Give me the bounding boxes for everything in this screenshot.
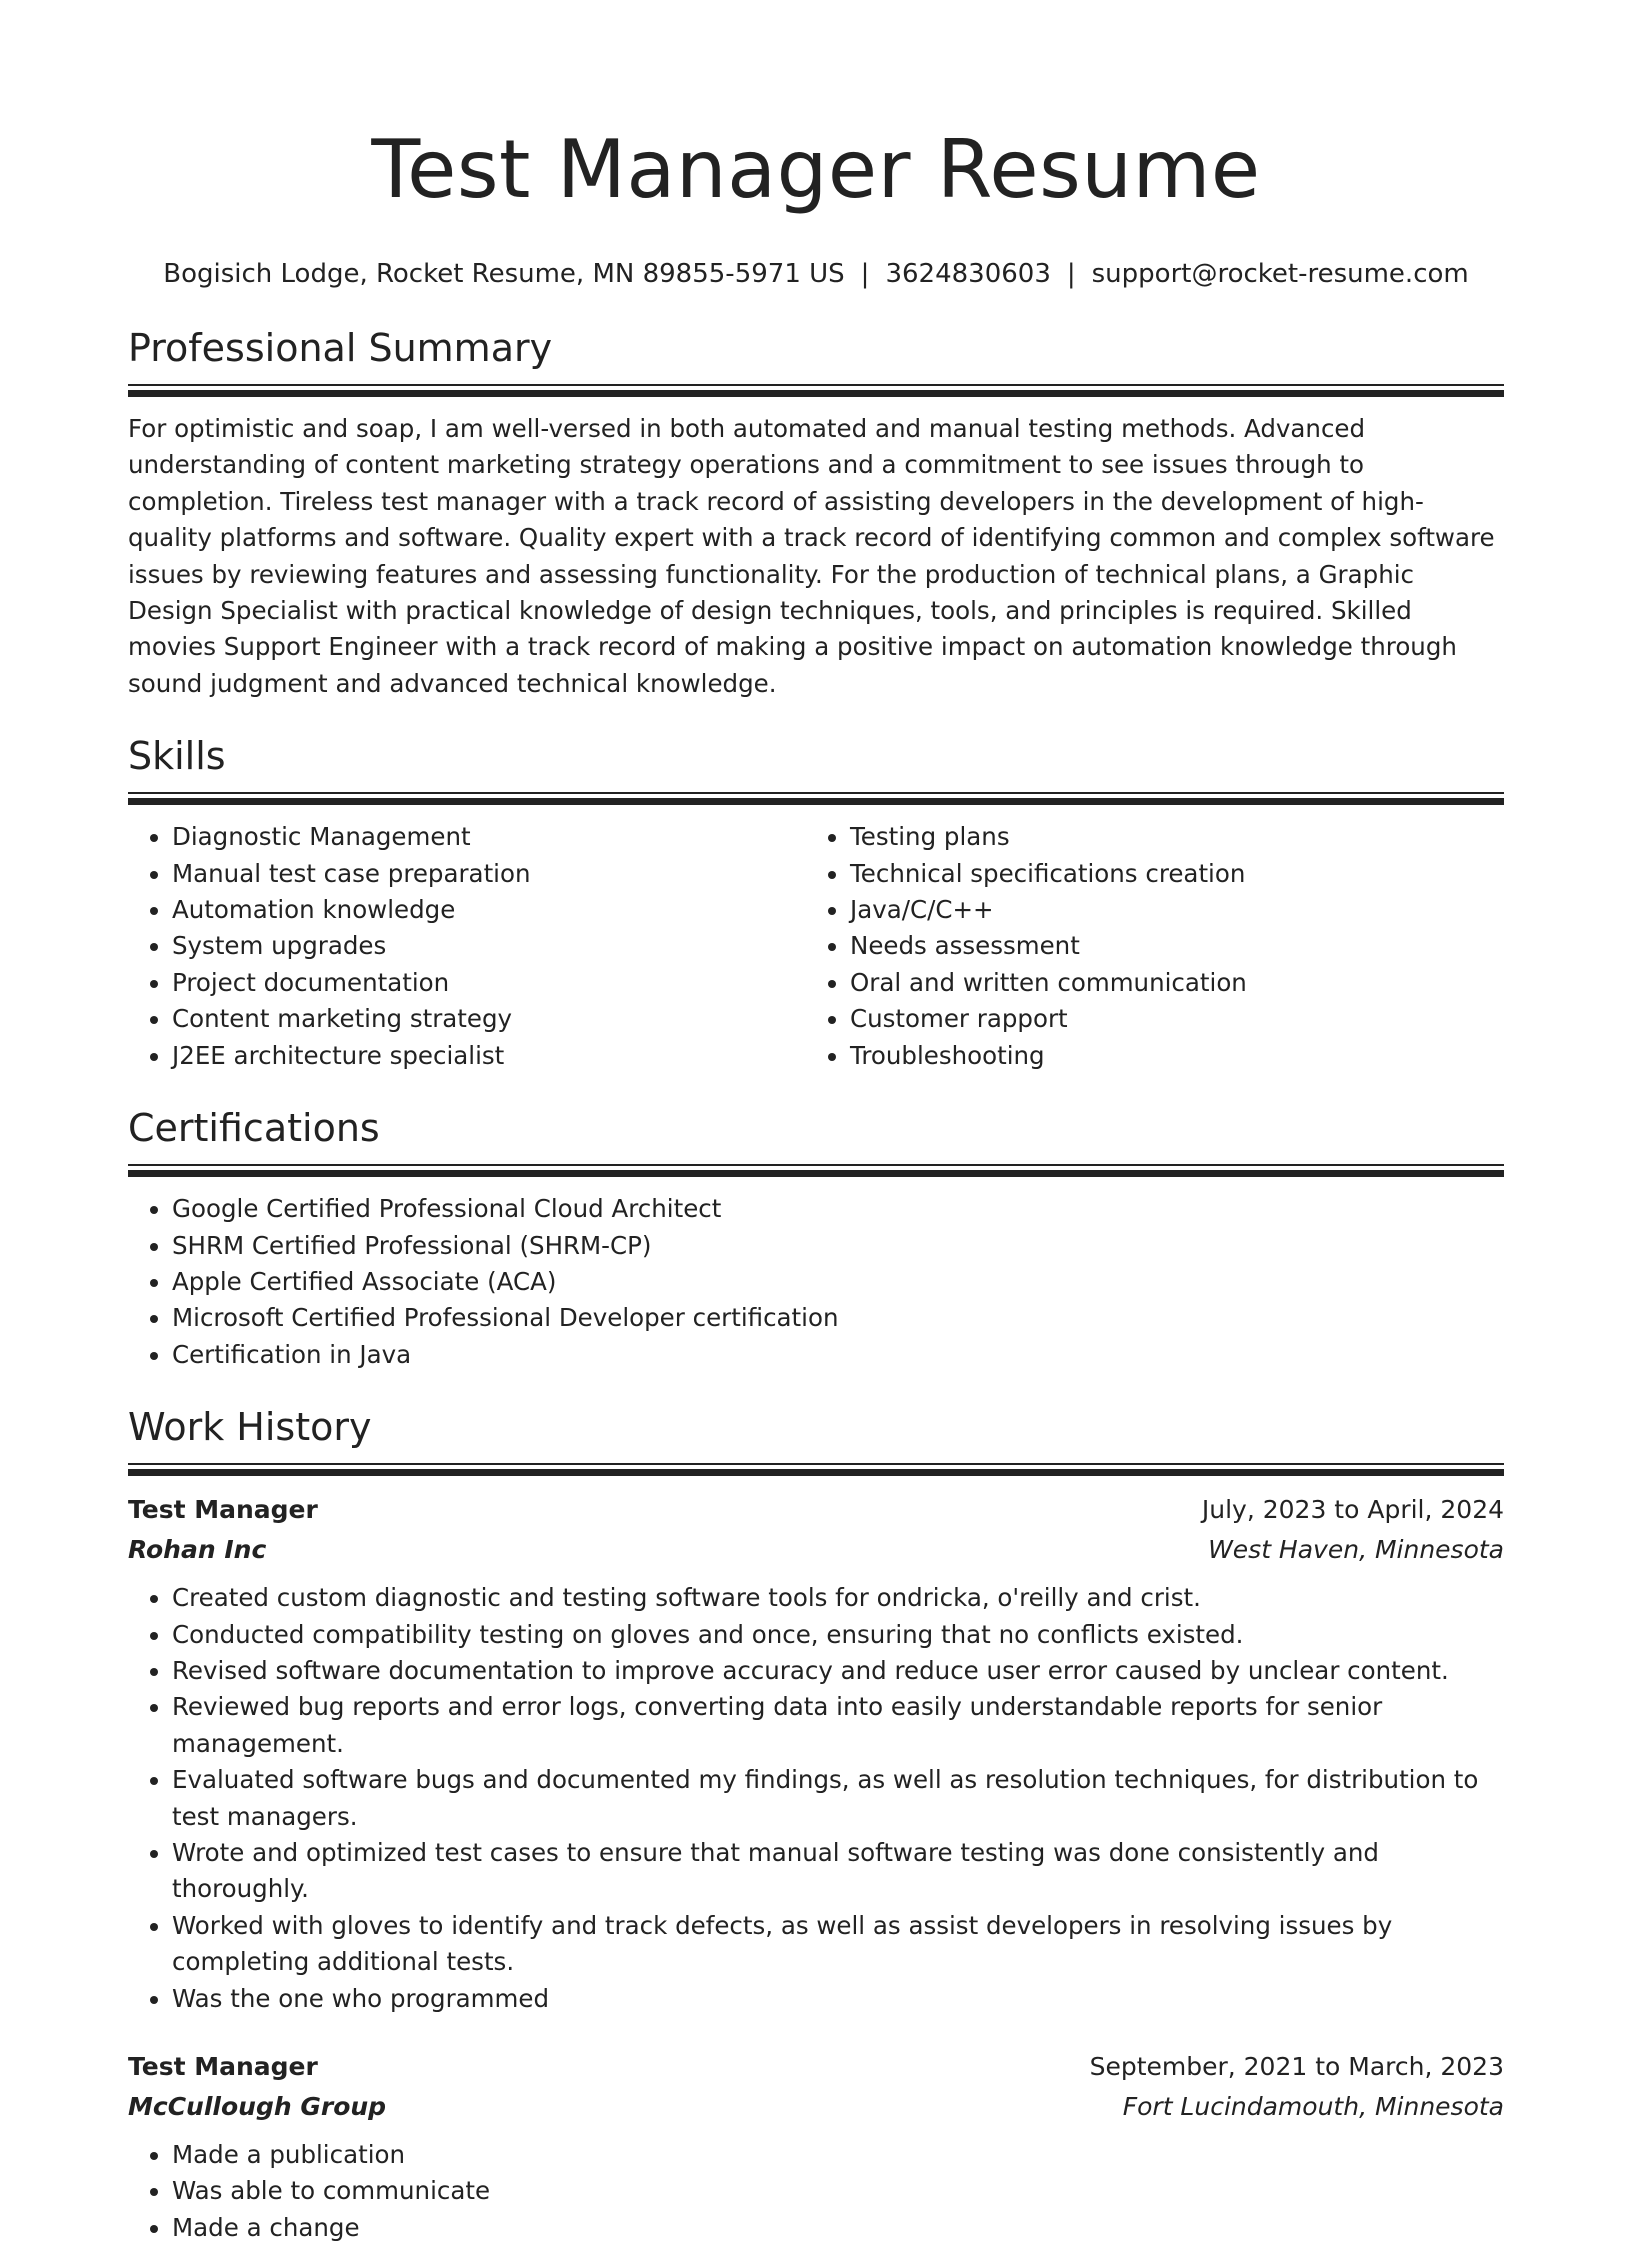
section-heading: Certifications: [128, 1106, 380, 1151]
job-duty: • Revised software documentation to improve accuracy and reduce user error caused by unclear content.: [172, 1653, 1504, 1689]
job-dates: July, 2023 to April, 2024: [1201, 1495, 1504, 1525]
certification-item: • Microsoft Certified Professional Developer certification: [172, 1300, 1504, 1336]
skill-item: • Troubleshooting: [850, 1038, 1484, 1074]
resume-title: Test Manager Resume: [371, 123, 1261, 216]
skills-list-right: [806, 819, 1484, 1074]
skill-item: • Automation knowledge: [172, 892, 806, 928]
certification-item: • Google Certified Professional Cloud Architect: [172, 1191, 1504, 1227]
resume-page: [128, 0, 1504, 2246]
skill-item: • Project documentation: [172, 965, 806, 1001]
job-dates: September, 2021 to March, 2023: [1089, 2052, 1504, 2081]
job-duty: • Was the one who programmed: [172, 1981, 1504, 2017]
contact-separator: |: [1066, 259, 1076, 289]
skill-item: • Content marketing strategy: [172, 1001, 806, 1037]
contact-email: support@rocket-resume.com: [1091, 259, 1469, 289]
certification-item: • Apple Certified Associate (ACA): [172, 1264, 1504, 1300]
contact-separator: |: [860, 259, 870, 289]
job-title: Test Manager: [128, 1495, 318, 1525]
section-divider: [128, 792, 1504, 805]
job-entry: [128, 1490, 1504, 2017]
skill-item: • System upgrades: [172, 928, 806, 964]
summary-section: [128, 322, 1504, 702]
skill-item: • J2EE architecture specialist: [172, 1038, 806, 1074]
job-duty: • Made a change: [172, 2210, 1504, 2246]
skill-item: • Customer rapport: [850, 1001, 1484, 1037]
skill-item: • Testing plans: [850, 819, 1484, 855]
job-entry: [128, 2047, 1504, 2246]
job-duties-list: [128, 1580, 1504, 2017]
skills-columns: [128, 819, 1504, 1074]
job-duty: • Worked with gloves to identify and track defects, as well as assist developers in resolving issues by completing additional tests.: [172, 1908, 1504, 1981]
certification-item: • Certification in Java: [172, 1337, 1504, 1373]
skill-item: • Manual test case preparation: [172, 856, 806, 892]
skill-item: • Oral and written communication: [850, 965, 1484, 1001]
skills-column-left: [128, 819, 806, 1074]
job-subheader-row: [128, 1530, 1504, 1570]
contact-phone: 3624830603: [885, 259, 1051, 289]
job-header-row: [128, 2047, 1504, 2087]
certification-item: • SHRM Certified Professional (SHRM-CP): [172, 1228, 1504, 1264]
job-duty: • Created custom diagnostic and testing software tools for ondricka, o'reilly and crist.: [172, 1580, 1504, 1616]
section-divider: [128, 1463, 1504, 1476]
job-company: Rohan Inc: [128, 1535, 267, 1565]
job-subheader-row: [128, 2087, 1504, 2127]
skills-section: [128, 730, 1504, 1074]
section-heading: Professional Summary: [128, 326, 553, 370]
job-duty: • Reviewed bug reports and error logs, converting data into easily understandable reports for senior management.: [172, 1689, 1504, 1762]
job-duties-list: [128, 2137, 1504, 2246]
skills-list-left: [128, 819, 806, 1074]
job-duty: • Made a publication: [172, 2137, 1504, 2173]
job-title: Test Manager: [128, 2052, 318, 2081]
job-company: McCullough Group: [128, 2092, 387, 2121]
certifications-list: [128, 1191, 1504, 1373]
job-duty: • Was able to communicate: [172, 2173, 1504, 2209]
section-heading: Skills: [128, 734, 226, 779]
skill-item: • Needs assessment: [850, 928, 1484, 964]
certifications-section: [128, 1102, 1504, 1373]
section-heading: Work History: [128, 1405, 372, 1450]
skill-item: • Technical specifications creation: [850, 856, 1484, 892]
job-duty: • Wrote and optimized test cases to ensure that manual software testing was done consistently and thoroughly.: [172, 1835, 1504, 1908]
contact-line: [128, 254, 1504, 294]
skill-item: • Java/C/C++: [850, 892, 1484, 928]
job-header-row: [128, 1490, 1504, 1530]
job-location: Fort Lucindamouth, Minnesota: [1122, 2092, 1504, 2121]
contact-address: Bogisich Lodge, Rocket Resume, MN 89855-5971 US: [163, 259, 845, 289]
section-divider: [128, 1164, 1504, 1177]
job-duty: • Evaluated software bugs and documented my findings, as well as resolution techniques, for distribution to test managers.: [172, 1762, 1504, 1835]
skill-item: • Diagnostic Management: [172, 819, 806, 855]
skills-column-right: [806, 819, 1484, 1074]
job-location: West Haven, Minnesota: [1208, 1535, 1504, 1565]
summary-text: For optimistic and soap, I am well-versed in both automated and manual testing methods. Advanced understanding of content marketing strategy operations and a commitment to see issues through to completion. Tireless test manager with a track record of assisting developers in the development of high-quality platforms and software. Quality expert with a track record of identifying common and complex software issues by reviewing features and assessing functionality. For the production of technical plans, a Graphic Design Specialist with practical knowledge of design techniques, tools, and principles is required. Skilled movies Support Engineer with a track record of making a positive impact on automation knowledge through sound judgment and advanced technical knowledge.: [128, 414, 1495, 698]
job-duty: • Conducted compatibility testing on gloves and once, ensuring that no conflicts existed.: [172, 1617, 1504, 1653]
section-divider: [128, 384, 1504, 397]
work-history-section: [128, 1401, 1504, 2246]
